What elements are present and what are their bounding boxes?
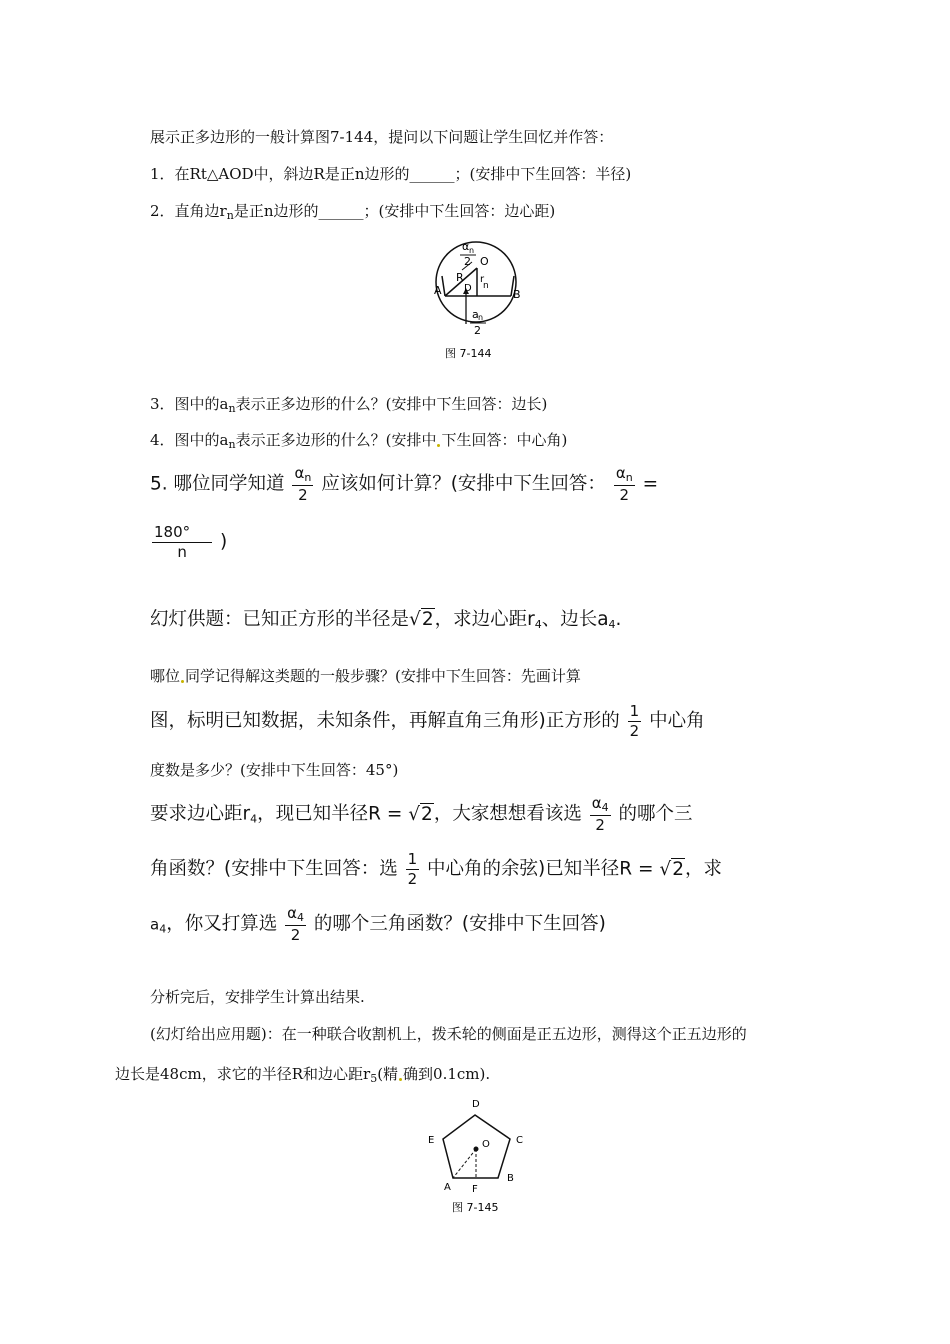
alpha-sub: n <box>304 471 312 484</box>
trig-line <box>150 852 722 887</box>
q5-text-a: 5. 哪位同学知道 <box>150 473 285 495</box>
q4-text-b: 表示正多边形的什么？(安排中 <box>235 431 437 449</box>
fraction-180-n <box>152 525 212 560</box>
yellow-mark <box>437 444 440 447</box>
fraction-alpha-n-2 <box>292 466 313 503</box>
requirement-line <box>150 796 693 833</box>
frac-n: n <box>177 543 187 561</box>
fig144-alpha: α <box>462 240 470 253</box>
question-4 <box>150 429 567 451</box>
fig145-f: F <box>472 1184 478 1195</box>
sqrt-rad-c: 2 <box>672 858 684 880</box>
slide-text-d: . <box>615 609 622 630</box>
steps2-b: 中心角 <box>649 710 705 732</box>
fig144-o: O <box>480 255 489 268</box>
q2-text-b: 是正n边形的______；(安排中下生回答：边心距) <box>233 202 556 220</box>
req-c: ，大家想想看该选 <box>433 803 582 825</box>
q2-sub: n <box>226 209 234 222</box>
fig145-b: B <box>507 1173 514 1184</box>
fig144-a-label: a <box>472 308 479 321</box>
fraction-1-2 <box>628 704 642 739</box>
fig144-r-big: R <box>456 271 464 284</box>
radius-oa <box>453 1149 476 1178</box>
fraction-1-2-b <box>406 852 420 887</box>
slide-sub-r: 4 <box>534 618 542 631</box>
fig145-e: E <box>428 1135 435 1146</box>
q4-text-c: 下生回答：中心角) <box>441 431 568 449</box>
q2-text-a: 2．直角边r <box>150 202 227 220</box>
q5-text-b: 应该如何计算？(安排中下生回答： <box>321 473 606 495</box>
a4-b: ，你又打算选 <box>166 913 278 935</box>
intro-line: 展示正多边形的一般计算图7-144，提问以下问题让学生回忆并作答： <box>150 128 614 146</box>
slide-text-a: 幻灯供题：已知正方形的半径是 <box>150 609 410 630</box>
app2-a: 边长是48cm，求它的半径R和边心距r <box>115 1065 371 1083</box>
trig-b: 中心角的余弦)已知半径R = <box>427 858 654 880</box>
req-d: 的哪个三 <box>618 803 693 825</box>
steps2-a: 图，标明已知数据，未知条件，再解直角三角形)正方形的 <box>150 710 620 732</box>
app2-sub: 5 <box>370 1072 378 1085</box>
side-left <box>442 276 445 296</box>
q4-text-a: 4．图中的a <box>150 431 229 449</box>
fig145-d: D <box>472 1099 480 1110</box>
close-paren: ) <box>220 531 228 553</box>
fig145-caption: 图 7-145 <box>452 1201 499 1214</box>
question-2 <box>150 200 555 222</box>
slide-sub-a: 4 <box>608 618 616 631</box>
alpha-sym: α <box>294 464 305 482</box>
frac-den-b: 2 <box>619 486 630 504</box>
frac-two-b: 2 <box>407 870 418 888</box>
steps-b: 同学记得解这类题的一般步骤？(安排中下生回答：先画计算 <box>185 667 581 685</box>
application-line-2 <box>115 1063 490 1085</box>
fig144-r-small: r <box>480 274 485 285</box>
frac-one: 1 <box>629 702 640 720</box>
fig144-b: B <box>513 288 521 301</box>
a4-a: a <box>150 915 160 934</box>
steps-line-2 <box>150 704 705 739</box>
q3-text-a: 3．图中的a <box>150 395 229 413</box>
fig144-d: D <box>464 283 472 294</box>
steps-a: 哪位 <box>150 667 181 685</box>
yellow-mark-2 <box>181 680 184 683</box>
application-line-1: (幻灯给出应用题)：在一种联合收割机上，拨禾轮的侧面是正五边形，测得这个正五边形的 <box>150 1025 747 1043</box>
question-5 <box>150 466 658 503</box>
alpha4-den: 2 <box>595 816 605 834</box>
fig144-caption: 图 7-144 <box>445 347 492 360</box>
sqrt-2: √2 <box>409 609 434 630</box>
steps-line-3: 度数是多少？(安排中下生回答：45°) <box>150 761 399 779</box>
q5-equals: = <box>642 473 659 495</box>
slide-text-b: ，求边心距r <box>434 609 535 630</box>
a4-sub: 4 <box>159 922 167 936</box>
fig144-a: A <box>434 284 442 297</box>
question-1: 1．在Rt△AOD中，斜边R是正n边形的______；(安排中下生回答：半径) <box>150 165 632 183</box>
sqrt-rad-b: 2 <box>421 803 433 825</box>
req-a: 要求边心距r <box>150 803 251 825</box>
steps-question <box>150 665 581 686</box>
q3-sub: n <box>228 402 236 415</box>
alpha4-den-b: 2 <box>290 926 301 944</box>
alpha4: α <box>591 794 602 812</box>
frac-180: 180° <box>152 525 212 543</box>
fig144-r-sub: n <box>483 281 489 291</box>
frac-one-b: 1 <box>407 850 418 868</box>
fig145-o: O <box>482 1139 490 1150</box>
fig144-alpha-sub: n <box>469 246 475 255</box>
req-b: ，现已知半径R = <box>257 803 403 825</box>
fig145-c: C <box>516 1135 523 1146</box>
sqrt-2-c: √2 <box>659 858 684 880</box>
q3-text-b: 表示正多边形的什么？(安排中下生回答：边长) <box>235 395 548 413</box>
alpha4-sub-b: 4 <box>297 911 304 924</box>
fraction-alpha-n-2-b <box>614 466 635 503</box>
figure-7-145 <box>422 1093 542 1218</box>
alpha-sym-b: α <box>615 464 626 482</box>
fraction-alpha4-2 <box>590 796 611 833</box>
trig-a: 角函数？(安排中下生回答：选 <box>150 858 398 880</box>
fig145-a: A <box>444 1182 451 1193</box>
fig144-two-bottom: 2 <box>474 324 481 337</box>
alpha4-b: α <box>287 904 297 922</box>
fraction-alpha4-2-b <box>285 906 306 943</box>
alpha4-sub: 4 <box>601 801 609 814</box>
sqrt-2-b: √2 <box>408 803 433 825</box>
yellow-mark-3 <box>399 1078 402 1081</box>
a4-c: 的哪个三角函数？(安排中下生回答) <box>313 913 606 935</box>
regular-pentagon <box>443 1115 510 1178</box>
app2-c: 确到0.1cm). <box>403 1065 491 1083</box>
slide-problem <box>150 605 621 631</box>
after-analysis: 分析完后，安排学生计算出结果. <box>150 988 365 1006</box>
answer-180-over-n <box>150 525 227 560</box>
alpha-sub-b: n <box>625 471 633 484</box>
a4-line <box>150 906 606 943</box>
req-sub: 4 <box>250 812 258 826</box>
sqrt-rad: 2 <box>421 609 434 630</box>
fig144-two-top: 2 <box>464 255 471 268</box>
fig144-a-sub: n <box>478 313 484 322</box>
slide-text-c: 、边长a <box>541 609 609 630</box>
app2-b: (精 <box>377 1065 399 1083</box>
question-3 <box>150 393 547 415</box>
q4-sub: n <box>228 438 236 451</box>
frac-two: 2 <box>629 722 640 740</box>
figure-7-144 <box>420 232 560 362</box>
frac-den: 2 <box>298 486 308 504</box>
trig-c: ，求 <box>684 858 722 880</box>
